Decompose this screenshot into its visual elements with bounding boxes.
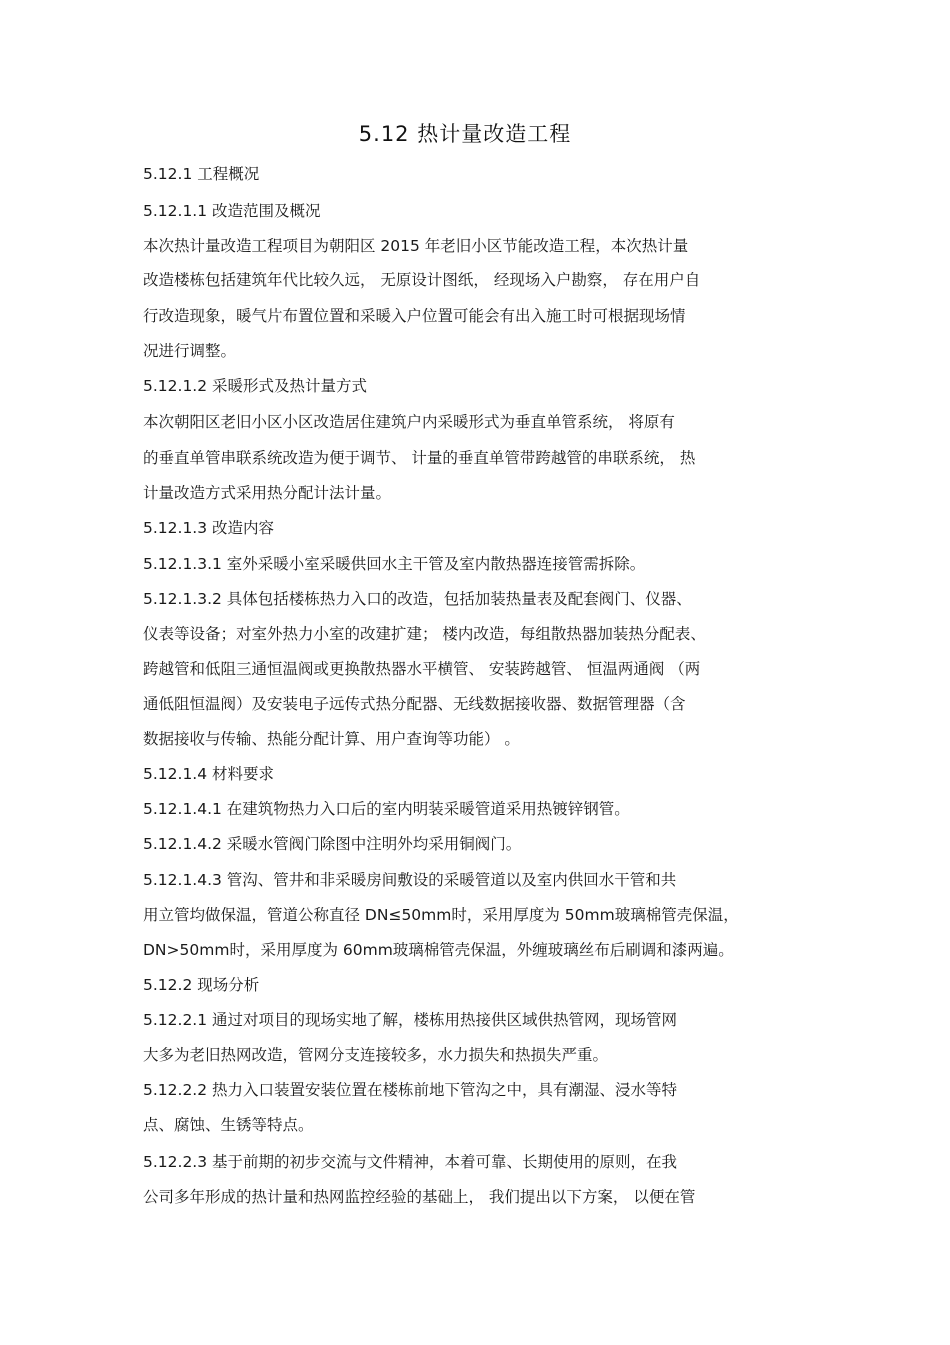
paragraph-line: 通低阻恒温阀）及安装电子远传式热分配器、无线数据接收器、数据管理器（含 (143, 695, 686, 713)
paragraph-line: 5.12.1.4.1 在建筑物热力入口后的室内明装采暖管道采用热镀锌钢管。 (143, 800, 630, 818)
paragraph-line: 大多为老旧热网改造，管网分支连接较多，水力损失和热损失严重。 (143, 1046, 609, 1064)
paragraph-line: 本次热计量改造工程项目为朝阳区 2015 年老旧小区节能改造工程，本次热计量 (143, 237, 689, 255)
paragraph-line: 5.12.1.4.3 管沟、管井和非采暖房间敷设的采暖管道以及室内供回水干管和共 (143, 871, 677, 889)
paragraph-line: 5.12.1.3.2 具体包括楼栋热力入口的改造，包括加装热量表及配套阀门、仪器、 (143, 590, 692, 608)
paragraph-line: 数据接收与传输、热能分配计算、用户查询等功能） 。 (143, 730, 520, 748)
paragraph-line: 改造楼栋包括建筑年代比较久远， 无原设计图纸， 经现场入户勘察， 存在用户自 (143, 271, 701, 289)
paragraph-line: 5.12.2.2 热力入口装置安装位置在楼栋前地下管沟之中，具有潮湿、浸水等特 (143, 1081, 678, 1099)
heading-5-12-1-1: 5.12.1.1 改造范围及概况 (143, 202, 321, 220)
paragraph-line: 公司多年形成的热计量和热网监控经验的基础上， 我们提出以下方案， 以便在管 (143, 1188, 696, 1206)
heading-5-12-1-3: 5.12.1.3 改造内容 (143, 519, 275, 537)
paragraph-line: 的垂直单管串联系统改造为便于调节、 计量的垂直单管带跨越管的串联系统， 热 (143, 449, 696, 467)
paragraph-line: 况进行调整。 (143, 342, 237, 360)
paragraph-line: 5.12.2.1 通过对项目的现场实地了解，楼栋用热接供区域供热管网，现场管网 (143, 1011, 678, 1029)
heading-5-12-1-4: 5.12.1.4 材料要求 (143, 765, 275, 783)
heading-5-12-1-2: 5.12.1.2 采暖形式及热计量方式 (143, 377, 368, 395)
paragraph-line: 5.12.1.4.2 采暖水管阀门除图中注明外均采用铜阀门。 (143, 835, 522, 853)
page-title: 5.12 热计量改造工程 (358, 122, 572, 146)
paragraph-line: 仪表等设备；对室外热力小室的改建扩建； 楼内改造，每组散热器加装热分配表、 (143, 625, 706, 643)
paragraph-line: 用立管均做保温，管道公称直径 DN≤50mm时，采用厚度为 50mm玻璃棉管壳保温， (143, 906, 739, 924)
paragraph-line: 跨越管和低阻三通恒温阀或更换散热器水平横管、 安装跨越管、 恒温两通阀 （两 (143, 660, 701, 678)
paragraph-line: 行改造现象，暖气片布置位置和采暖入户位置可能会有出入施工时可根据现场情 (143, 307, 686, 325)
paragraph-line: DN>50mm时，采用厚度为 60mm玻璃棉管壳保温，外缠玻璃丝布后刷调和漆两遍。 (143, 941, 734, 959)
paragraph-line: 计量改造方式采用热分配计法计量。 (143, 484, 392, 502)
paragraph-line: 本次朝阳区老旧小区小区改造居住建筑户内采暖形式为垂直单管系统， 将原有 (143, 413, 675, 431)
paragraph-line: 5.12.2.3 基于前期的初步交流与文件精神，本着可靠、长期使用的原则，在我 (143, 1153, 678, 1171)
heading-5-12-1: 5.12.1 工程概况 (143, 165, 260, 183)
paragraph-line: 5.12.1.3.1 室外采暖小室采暖供回水主干管及室内散热器连接管需拆除。 (143, 555, 646, 573)
paragraph-line: 点、腐蚀、生锈等特点。 (143, 1116, 314, 1134)
heading-5-12-2: 5.12.2 现场分析 (143, 976, 260, 994)
